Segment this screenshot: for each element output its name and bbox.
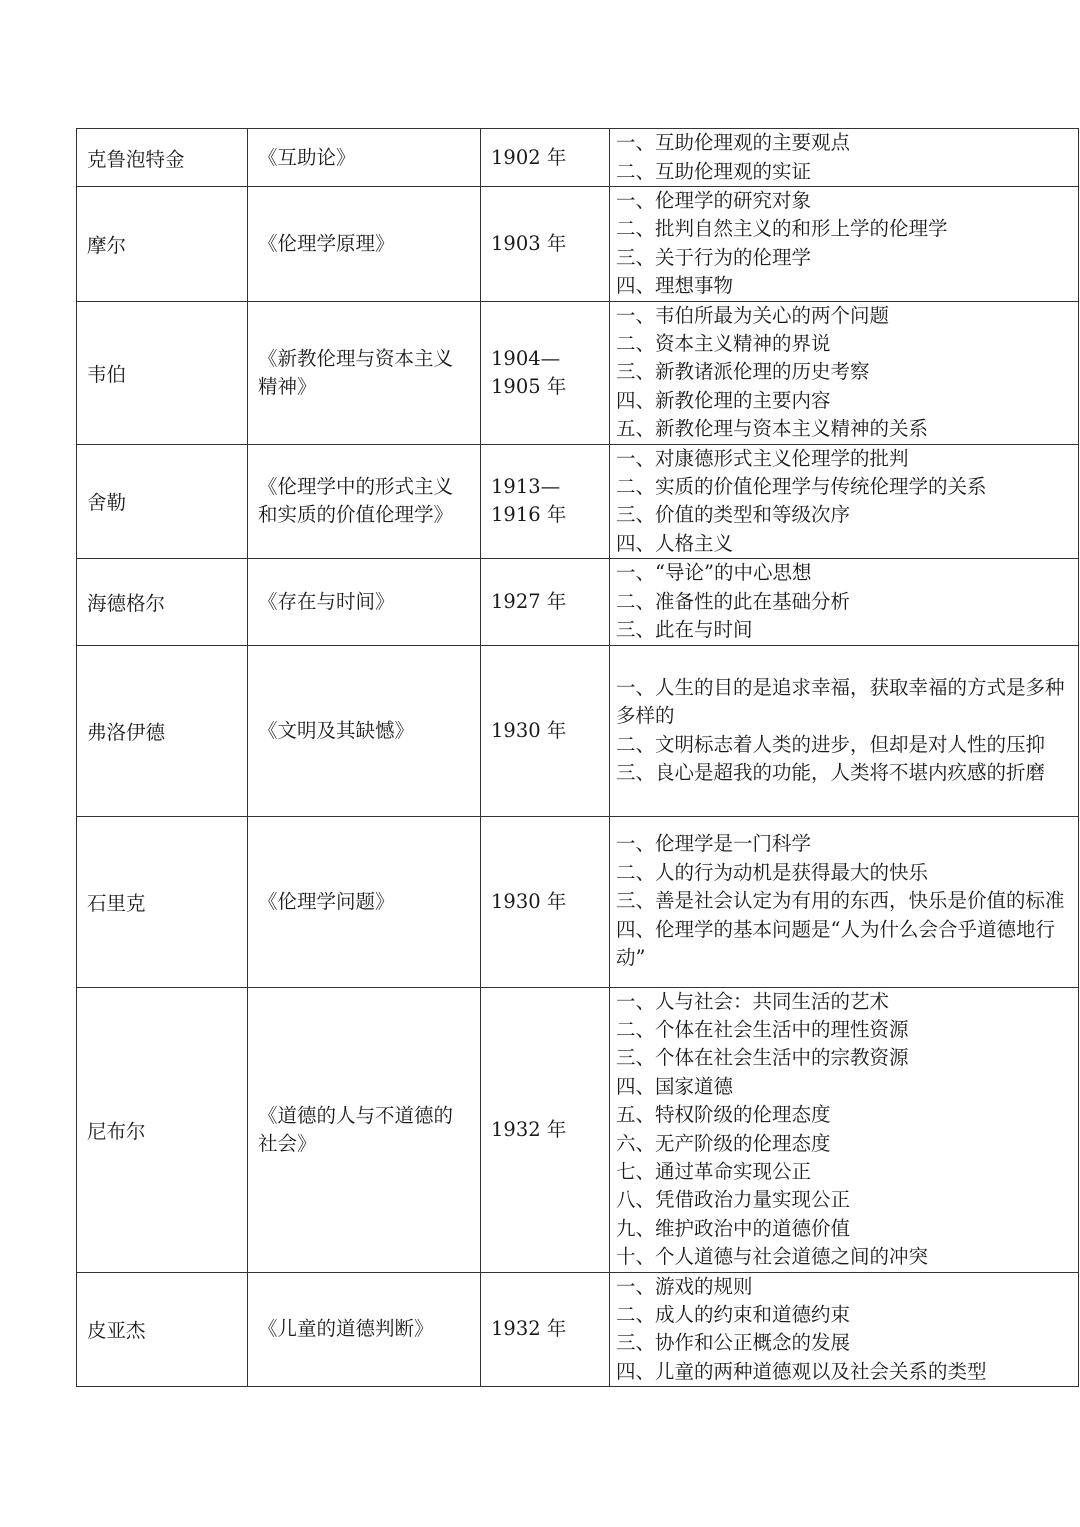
content-point: 五、特权阶级的伦理态度 bbox=[616, 1103, 831, 1127]
table-row bbox=[77, 559, 1079, 645]
author-name: 石里克 bbox=[87, 891, 146, 915]
work-cell bbox=[248, 301, 481, 444]
table-row bbox=[77, 301, 1079, 444]
author-name: 舍勒 bbox=[87, 491, 127, 515]
publication-year: 1913—1916 年 bbox=[491, 475, 567, 527]
author-name: 摩尔 bbox=[87, 233, 127, 257]
content-point: 一、韦伯所最为关心的两个问题 bbox=[616, 303, 890, 327]
publication-year: 1927 年 bbox=[491, 589, 567, 613]
year-cell bbox=[481, 645, 610, 816]
content-point: 二、资本主义精神的界说 bbox=[616, 332, 831, 356]
content-point: 二、批判自然主义的和形上学的伦理学 bbox=[616, 217, 948, 241]
year-cell bbox=[481, 816, 610, 987]
author-name: 弗洛伊德 bbox=[87, 720, 166, 744]
content-point: 二、准备性的此在基础分析 bbox=[616, 589, 851, 613]
work-title: 《伦理学原理》 bbox=[258, 231, 395, 255]
content-cell bbox=[610, 816, 1079, 987]
table-row bbox=[77, 645, 1079, 816]
author-name: 克鲁泡特金 bbox=[87, 147, 185, 171]
content-point: 四、新教伦理的主要内容 bbox=[616, 388, 831, 412]
content-point: 二、成人的约束和道德约束 bbox=[616, 1302, 851, 1326]
content-point: 十、个人道德与社会道德之间的冲突 bbox=[616, 1245, 929, 1269]
publication-year: 1932 年 bbox=[491, 1317, 567, 1341]
year-cell bbox=[481, 444, 610, 559]
content-point: 一、游戏的规则 bbox=[616, 1274, 753, 1298]
table-row bbox=[77, 129, 1079, 187]
content-point: 二、人的行为动机是获得最大的快乐 bbox=[616, 860, 929, 884]
content-point: 四、儿童的两种道德观以及社会关系的类型 bbox=[616, 1359, 987, 1383]
author-name: 尼布尔 bbox=[87, 1119, 146, 1143]
content-point: 三、此在与时间 bbox=[616, 618, 753, 642]
author-name: 韦伯 bbox=[87, 362, 127, 386]
content-point: 二、文明标志着人类的进步，但却是对人性的压抑 bbox=[616, 732, 1046, 756]
content-point: 五、新教伦理与资本主义精神的关系 bbox=[616, 417, 929, 441]
content-point: 一、人生的目的是追求幸福，获取幸福的方式是多种多样的 bbox=[616, 675, 1065, 728]
content-point: 三、关于行为的伦理学 bbox=[616, 245, 812, 269]
work-title: 《儿童的道德判断》 bbox=[258, 1317, 434, 1341]
work-cell bbox=[248, 987, 481, 1272]
content-point: 七、通过革命实现公正 bbox=[616, 1159, 812, 1183]
year-cell bbox=[481, 1272, 610, 1387]
work-title: 《文明及其缺憾》 bbox=[258, 718, 415, 742]
content-point: 九、维护政治中的道德价值 bbox=[616, 1216, 851, 1240]
content-cell bbox=[610, 645, 1079, 816]
work-cell bbox=[248, 1272, 481, 1387]
content-cell bbox=[610, 559, 1079, 645]
content-point: 三、个体在社会生活中的宗教资源 bbox=[616, 1046, 909, 1070]
work-cell bbox=[248, 559, 481, 645]
work-cell bbox=[248, 444, 481, 559]
work-title: 《新教伦理与资本主义精神》 bbox=[258, 346, 454, 398]
content-point: 四、伦理学的基本问题是“人为什么会合乎道德地行动” bbox=[616, 917, 1055, 970]
year-cell bbox=[481, 559, 610, 645]
year-cell bbox=[481, 187, 610, 302]
work-title: 《互助论》 bbox=[258, 145, 356, 169]
content-point: 三、协作和公正概念的发展 bbox=[616, 1331, 851, 1355]
content-point: 四、理想事物 bbox=[616, 274, 734, 298]
work-cell bbox=[248, 129, 481, 187]
content-point: 三、善是社会认定为有用的东西，快乐是价值的标准 bbox=[616, 889, 1065, 913]
content-point: 一、伦理学是一门科学 bbox=[616, 832, 812, 856]
content-cell bbox=[610, 444, 1079, 559]
work-cell bbox=[248, 187, 481, 302]
author-cell bbox=[77, 1272, 248, 1387]
year-cell bbox=[481, 301, 610, 444]
publication-year: 1932 年 bbox=[491, 1117, 567, 1141]
content-point: 二、互助伦理观的实证 bbox=[616, 159, 812, 183]
content-point: 二、实质的价值伦理学与传统伦理学的关系 bbox=[616, 475, 987, 499]
content-point: 二、个体在社会生活中的理性资源 bbox=[616, 1017, 909, 1041]
author-cell bbox=[77, 987, 248, 1272]
content-point: 三、价值的类型和等级次序 bbox=[616, 503, 851, 527]
publication-year: 1902 年 bbox=[491, 145, 567, 169]
year-cell bbox=[481, 987, 610, 1272]
work-title: 《伦理学问题》 bbox=[258, 889, 395, 913]
content-point: 一、人与社会：共同生活的艺术 bbox=[616, 989, 890, 1013]
content-point: 三、新教诸派伦理的历史考察 bbox=[616, 360, 870, 384]
work-title: 《伦理学中的形式主义和实质的价值伦理学》 bbox=[258, 475, 454, 527]
publication-year: 1930 年 bbox=[491, 718, 567, 742]
table-row bbox=[77, 187, 1079, 302]
content-point: 六、无产阶级的伦理态度 bbox=[616, 1131, 831, 1155]
content-point: 四、国家道德 bbox=[616, 1074, 734, 1098]
table-row bbox=[77, 987, 1079, 1272]
content-point: 一、“导论”的中心思想 bbox=[616, 561, 812, 585]
work-title: 《道德的人与不道德的社会》 bbox=[258, 1103, 454, 1155]
year-cell bbox=[481, 129, 610, 187]
table-row bbox=[77, 816, 1079, 987]
content-cell bbox=[610, 129, 1079, 187]
content-cell bbox=[610, 187, 1079, 302]
author-name: 皮亚杰 bbox=[87, 1319, 146, 1343]
content-cell bbox=[610, 987, 1079, 1272]
ethics-works-table bbox=[76, 128, 1079, 1387]
work-title: 《存在与时间》 bbox=[258, 589, 395, 613]
author-cell bbox=[77, 444, 248, 559]
author-cell bbox=[77, 816, 248, 987]
content-point: 一、伦理学的研究对象 bbox=[616, 189, 812, 212]
author-cell bbox=[77, 129, 248, 187]
content-cell bbox=[610, 301, 1079, 444]
content-point: 四、人格主义 bbox=[616, 531, 734, 555]
publication-year: 1904—1905 年 bbox=[491, 346, 567, 398]
content-point: 八、凭借政治力量实现公正 bbox=[616, 1188, 851, 1212]
author-cell bbox=[77, 645, 248, 816]
author-cell bbox=[77, 559, 248, 645]
content-point: 一、对康德形式主义伦理学的批判 bbox=[616, 446, 909, 470]
work-cell bbox=[248, 645, 481, 816]
work-cell bbox=[248, 816, 481, 987]
publication-year: 1903 年 bbox=[491, 231, 567, 255]
publication-year: 1930 年 bbox=[491, 889, 567, 913]
table-row bbox=[77, 444, 1079, 559]
content-cell bbox=[610, 1272, 1079, 1387]
author-name: 海德格尔 bbox=[87, 591, 166, 615]
author-cell bbox=[77, 301, 248, 444]
content-point: 一、互助伦理观的主要观点 bbox=[616, 131, 851, 155]
author-cell bbox=[77, 187, 248, 302]
table-row bbox=[77, 1272, 1079, 1387]
content-point: 三、良心是超我的功能，人类将不堪内疚感的折磨 bbox=[616, 760, 1046, 784]
